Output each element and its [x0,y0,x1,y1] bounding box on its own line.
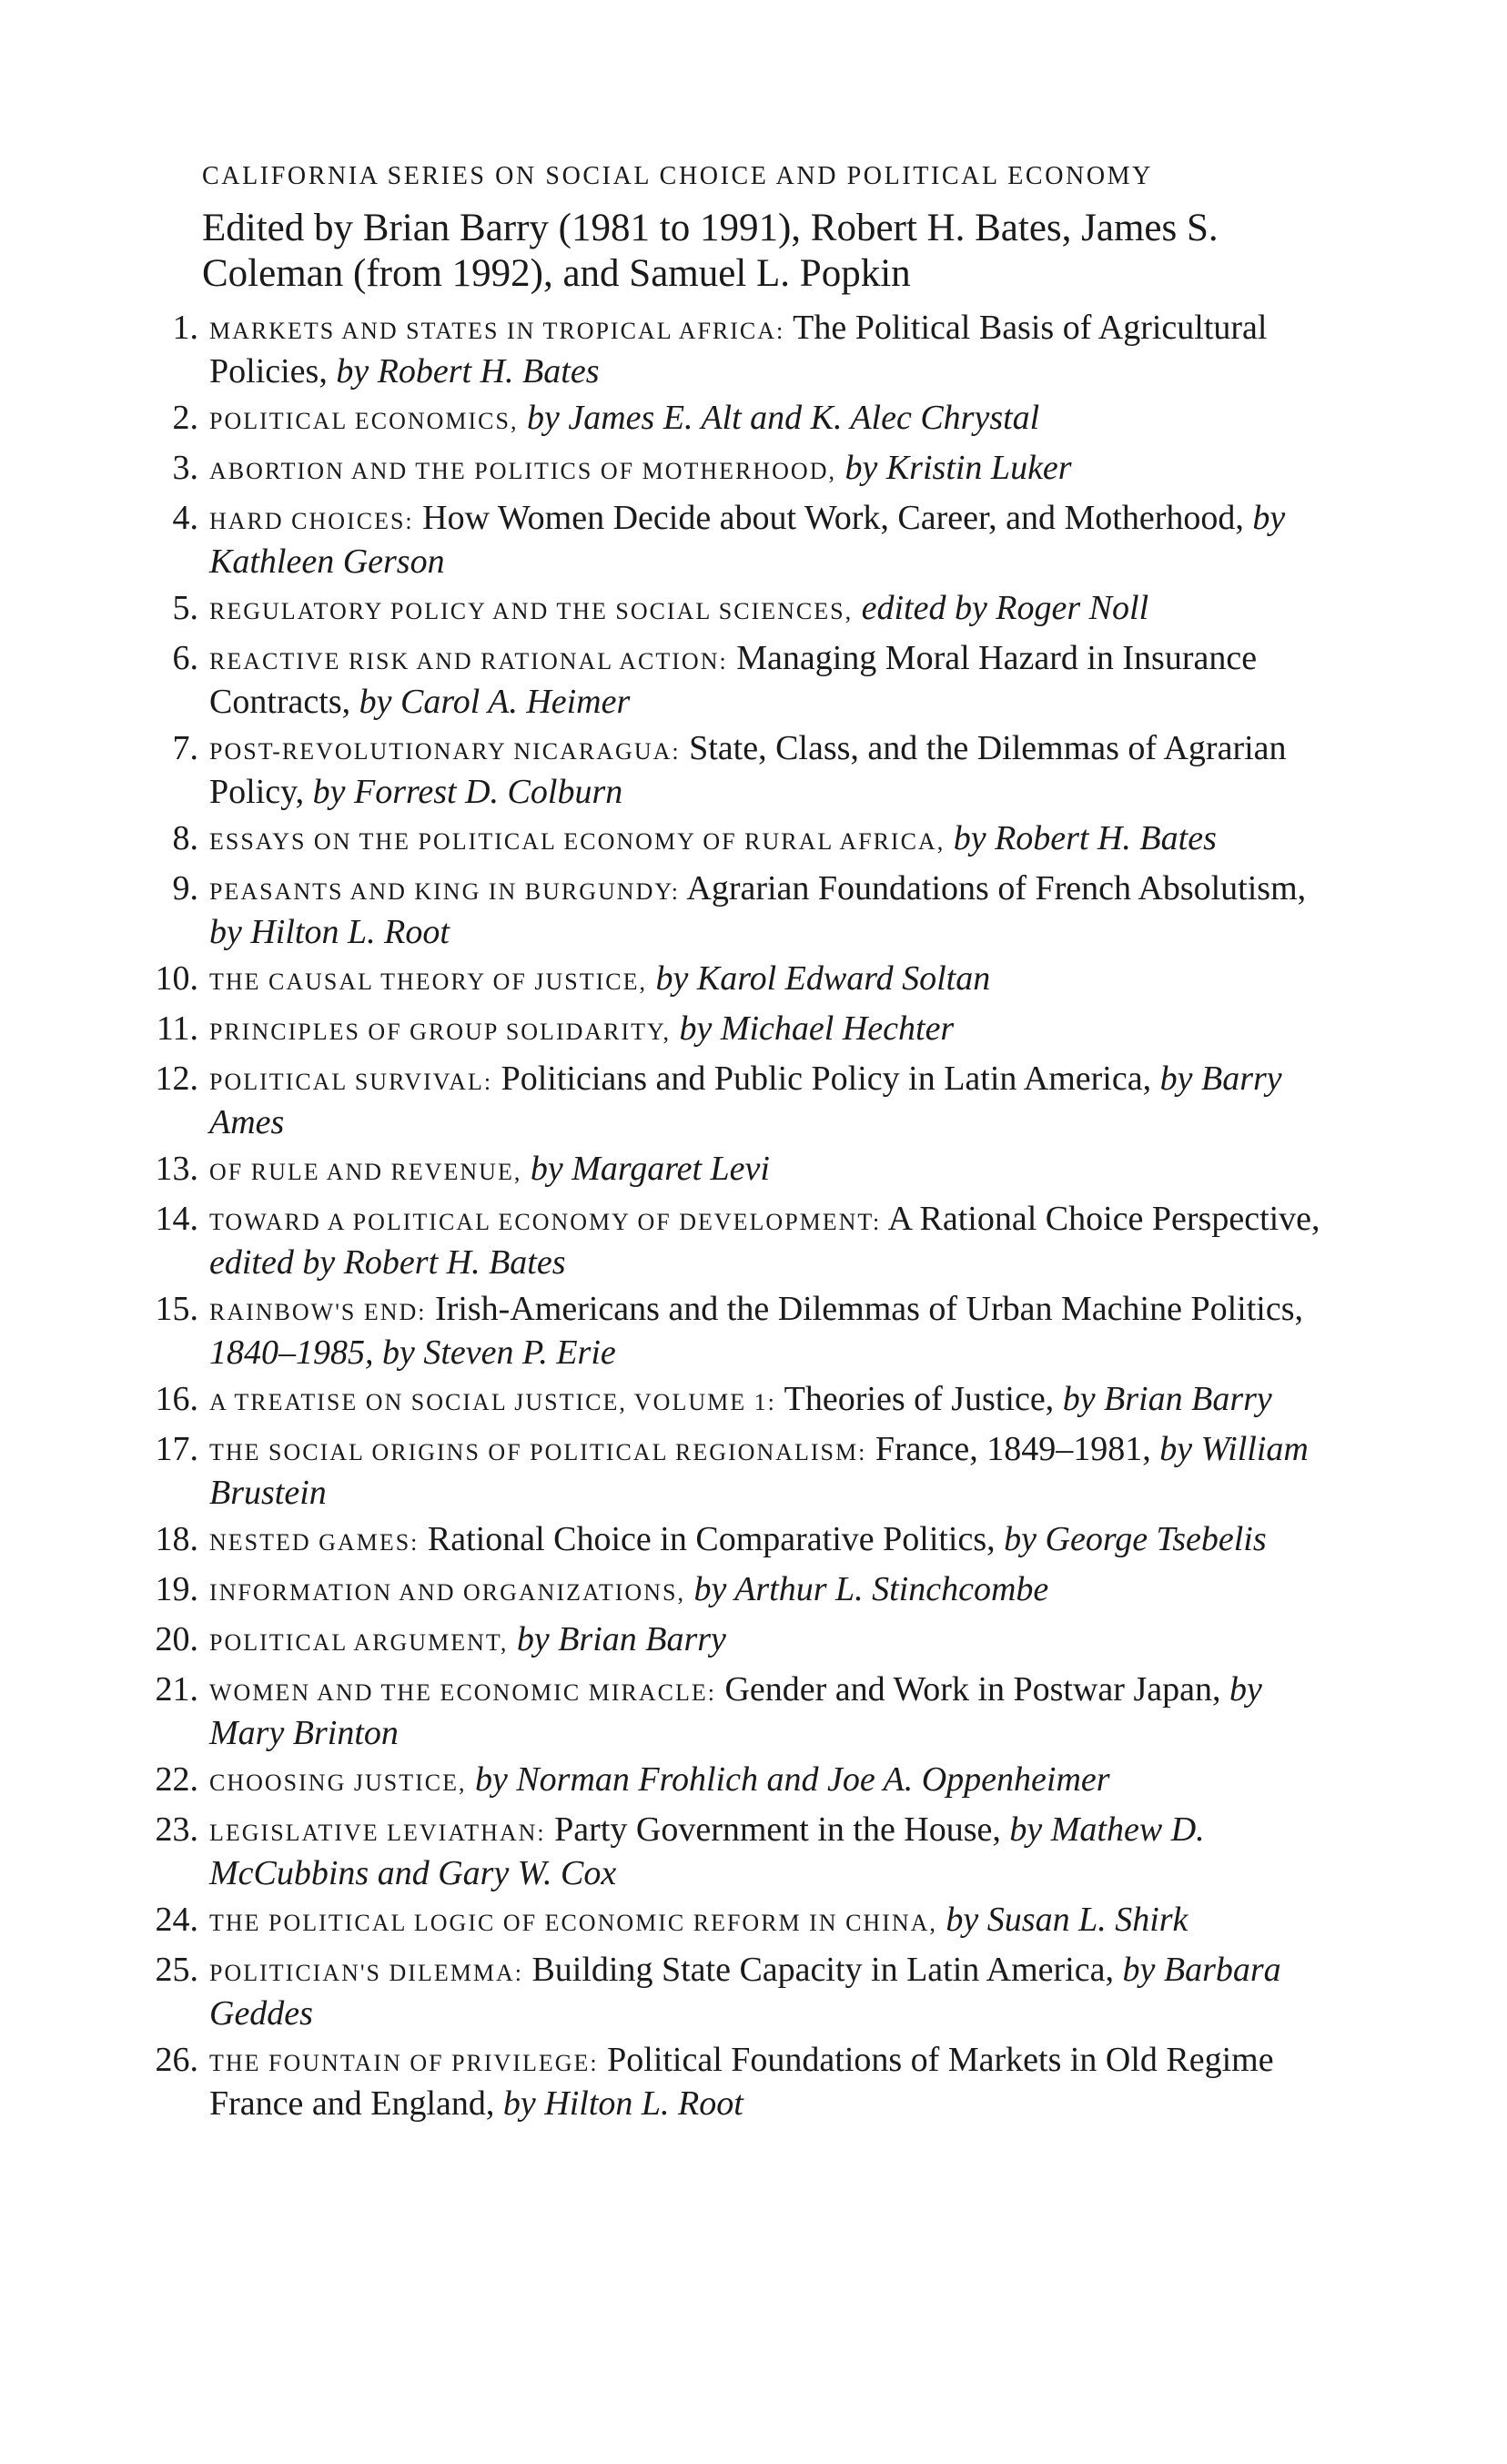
book-citation [206,1429,1330,1513]
book-title: OF RULE AND REVENUE, [209,1159,522,1185]
book-title: REACTIVE RISK AND RATIONAL ACTION: [209,648,728,674]
book-entry [155,1199,1330,1283]
book-author: by James E. Alt and K. Alec Chrystal [526,399,1040,437]
book-citation [206,1950,1330,2033]
book-number: 21. [155,1670,198,1709]
book-title: RAINBOW'S END: [209,1299,427,1325]
book-citation [206,638,1330,722]
book-subtitle-years: 1840–1985, [209,1333,374,1372]
series-title: CALIFORNIA SERIES ON SOCIAL CHOICE AND POLITICAL ECONOMY [202,162,1153,190]
book-title: POLITICIAN'S DILEMMA: [209,1960,523,1986]
book-citation [206,398,1330,441]
book-entry [172,498,1330,582]
book-citation [206,1810,1330,1893]
book-author: edited by Roger Noll [861,589,1149,627]
book-number: 1. [172,309,198,347]
book-number: 12. [155,1060,198,1098]
book-subtitle: Theories of Justice, [784,1380,1055,1418]
book-number: 15. [155,1290,198,1328]
book-citation [206,308,1330,391]
book-number: 19. [155,1570,198,1608]
book-entry [155,1059,1330,1142]
book-author: by Karol Edward Soltan [655,959,991,998]
book-title: CHOOSING JUSTICE, [209,1769,467,1796]
book-citation [206,1759,1330,1803]
book-subtitle: The Political Basis of Agricultural Policies, [209,309,1268,390]
book-entry [172,398,1330,441]
book-author: by Mathew D. McCubbins and Gary W. Cox [209,1810,1205,1892]
book-number: 17. [155,1430,198,1468]
book-title: THE POLITICAL LOGIC OF ECONOMIC REFORM IN CHINA, [209,1910,937,1936]
book-citation [206,1379,1330,1423]
book-citation [206,818,1330,862]
book-list [155,308,1330,2130]
book-author: by Arthur L. Stinchcombe [693,1570,1049,1608]
book-entry [155,2040,1330,2124]
book-number: 5. [172,589,198,627]
book-title: THE FOUNTAIN OF PRIVILEGE: [209,2050,599,2076]
book-citation [206,868,1330,952]
book-entry [172,308,1330,391]
book-number: 2. [172,399,198,437]
book-author: by Michael Hechter [679,1009,955,1048]
book-entry [155,1900,1330,1943]
book-subtitle: Irish-Americans and the Dilemmas of Urban Machine Politics, [435,1290,1303,1328]
series-editors: Edited by Brian Barry (1981 to 1991), Robert H. Bates, James S. Coleman (from 1992), and Samuel L. Popkin [202,207,1219,295]
book-number: 16. [155,1380,198,1418]
book-citation [206,1519,1330,1563]
book-entry [155,1669,1330,1753]
book-citation [206,1669,1330,1753]
book-title: REGULATORY POLICY AND THE SOCIAL SCIENCES, [209,598,854,624]
book-number: 24. [155,1901,198,1939]
book-author: by Kristin Luker [845,449,1072,487]
book-author: by Carol A. Heimer [359,683,631,721]
book-title: PRINCIPLES OF GROUP SOLIDARITY, [209,1019,671,1045]
book-title: POLITICAL ARGUMENT, [209,1629,509,1656]
book-citation [206,1059,1330,1142]
book-number: 10. [155,959,198,998]
book-number: 9. [172,869,198,908]
book-entry [155,1379,1330,1423]
book-entry [155,1429,1330,1513]
book-title: NESTED GAMES: [209,1529,420,1556]
book-title: POLITICAL SURVIVAL: [209,1069,493,1095]
book-author: by Hilton L. Root [209,913,450,951]
book-subtitle: A Rational Choice Perspective, [887,1200,1320,1238]
book-entry [172,638,1330,722]
book-entry [156,1009,1330,1052]
book-title: HARD CHOICES: [209,508,414,534]
book-author: by Robert H. Bates [336,352,600,390]
book-subtitle: Managing Moral Hazard in Insurance Contracts, [209,639,1258,721]
book-author: by Steven P. Erie [382,1333,616,1372]
book-entry [172,728,1330,812]
book-subtitle: Party Government in the House, [554,1810,1001,1849]
book-author: by Kathleen Gerson [209,499,1286,581]
book-citation [206,1199,1330,1283]
book-title: POST-REVOLUTIONARY NICARAGUA: [209,738,681,765]
book-number: 6. [172,639,198,677]
book-title: MARKETS AND STATES IN TROPICAL AFRICA: [209,318,785,344]
book-citation [206,1619,1330,1663]
book-author: edited by Robert H. Bates [209,1243,566,1282]
book-subtitle: Gender and Work in Postwar Japan, [724,1670,1221,1709]
book-number: 7. [172,729,198,767]
book-number: 20. [155,1620,198,1658]
book-number: 4. [172,499,198,537]
book-author: by Brian Barry [516,1620,726,1658]
book-title: WOMEN AND THE ECONOMIC MIRACLE: [209,1679,716,1706]
book-entry [155,1759,1330,1803]
book-author: by Robert H. Bates [953,819,1217,857]
book-entry [172,818,1330,862]
book-author: by William Brustein [209,1430,1309,1512]
book-title: A TREATISE ON SOCIAL JUSTICE, VOLUME 1: [209,1389,776,1415]
book-number: 14. [155,1200,198,1238]
book-citation [206,1289,1330,1373]
book-number: 18. [155,1520,198,1558]
book-author: by Susan L. Shirk [946,1901,1188,1939]
book-author: by Forrest D. Colburn [312,773,623,811]
book-citation [206,498,1330,582]
book-title: INFORMATION AND ORGANIZATIONS, [209,1579,685,1606]
book-title: TOWARD A POLITICAL ECONOMY OF DEVELOPMENT: [209,1209,882,1235]
book-author: by Barbara Geddes [209,1951,1281,2033]
book-entry [155,958,1330,1002]
book-citation [206,588,1330,632]
book-title: THE SOCIAL ORIGINS OF POLITICAL REGIONALISM: [209,1439,867,1465]
book-author: by Hilton L. Root [502,2084,743,2123]
book-title: PEASANTS AND KING IN BURGUNDY: [209,878,680,905]
book-author: by Margaret Levi [530,1150,770,1188]
book-subtitle: Building State Capacity in Latin America, [531,1951,1114,1989]
book-subtitle: State, Class, and the Dilemmas of Agrarian Policy, [209,729,1287,811]
book-subtitle: How Women Decide about Work, Career, and Motherhood, [422,499,1244,537]
book-citation [206,448,1330,492]
book-number: 23. [155,1810,198,1849]
book-subtitle: Rational Choice in Comparative Politics, [427,1520,996,1558]
book-number: 11. [156,1009,198,1048]
book-entry [155,1569,1330,1613]
book-entry [155,1619,1330,1663]
book-author: by Norman Frohlich and Joe A. Oppenheimer [474,1760,1110,1799]
book-subtitle: Political Foundations of Markets in Old Regime France and England, [209,2041,1274,2123]
book-number: 26. [155,2041,198,2079]
book-citation [206,2040,1330,2124]
book-citation [206,1149,1330,1192]
book-citation [206,728,1330,812]
book-number: 22. [155,1760,198,1799]
book-author: by Barry Ames [209,1060,1282,1141]
book-entry [172,448,1330,492]
book-number: 3. [172,449,198,487]
book-entry [155,1149,1330,1192]
book-author: by George Tsebelis [1004,1520,1267,1558]
book-title: ESSAYS ON THE POLITICAL ECONOMY OF RURAL AFRICA, [209,828,946,855]
book-title: POLITICAL ECONOMICS, [209,408,519,434]
book-citation [206,958,1330,1002]
book-entry [172,868,1330,952]
book-number: 13. [155,1150,198,1188]
book-number: 8. [172,819,198,857]
book-subtitle: Politicians and Public Policy in Latin America, [501,1060,1152,1098]
book-subtitle: France, 1849–1981, [875,1430,1151,1468]
book-citation [206,1569,1330,1613]
book-number: 25. [155,1951,198,1989]
book-title: LEGISLATIVE LEVIATHAN: [209,1820,546,1846]
book-title: ABORTION AND THE POLITICS OF MOTHERHOOD, [209,458,836,484]
book-entry [155,1289,1330,1373]
book-entry [155,1950,1330,2033]
book-author: by Brian Barry [1062,1380,1272,1418]
book-entry [172,588,1330,632]
book-subtitle: Agrarian Foundations of French Absolutism, [686,869,1307,908]
book-entry [155,1519,1330,1563]
book-author: by Mary Brinton [209,1670,1262,1752]
book-citation [206,1009,1330,1052]
book-title: THE CAUSAL THEORY OF JUSTICE, [209,968,648,995]
book-citation [206,1900,1330,1943]
book-entry [155,1810,1330,1893]
